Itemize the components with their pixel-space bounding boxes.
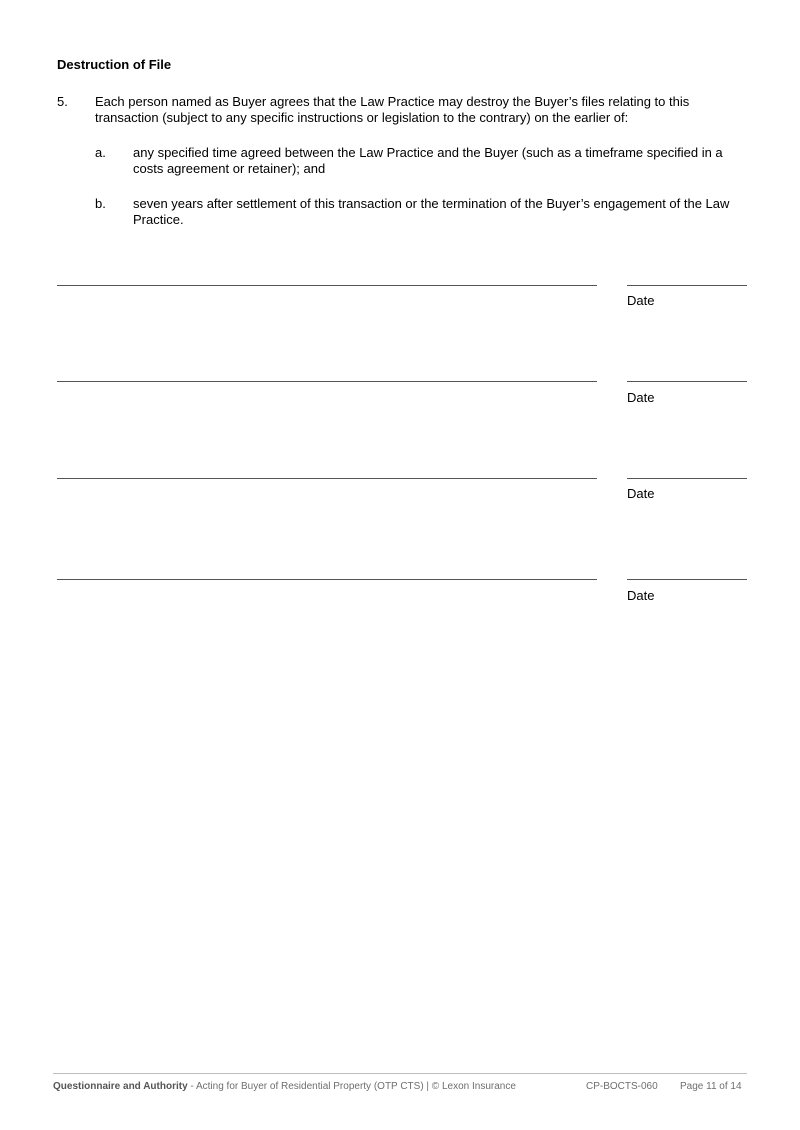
signature-line[interactable]	[57, 285, 597, 286]
signature-line[interactable]	[57, 579, 597, 580]
date-line[interactable]	[627, 579, 747, 580]
footer-divider	[53, 1073, 747, 1074]
clause-item-text-a: any specified time agreed between the Law Practice and the Buyer (such as a timeframe specified in a costs agreement or retainer); and	[133, 145, 723, 176]
footer-title	[53, 1080, 516, 1093]
signature-line[interactable]	[57, 478, 597, 479]
footer-title-rest: - Acting for Buyer of Residential Property (OTP CTS) | © Lexon Insurance	[187, 1081, 516, 1092]
clause-number: 5.	[57, 94, 68, 109]
date-line[interactable]	[627, 381, 747, 382]
clause-item-text-b: seven years after settlement of this transaction or the termination of the Buyer’s engagement of the Law Practice.	[133, 196, 730, 227]
date-line[interactable]	[627, 478, 747, 479]
footer-title-bold: Questionnaire and Authority	[53, 1081, 188, 1092]
section-heading: Destruction of File	[57, 57, 172, 72]
footer-doc-code: CP-BOCTS-060	[586, 1081, 658, 1092]
clause-item-marker-b: b.	[95, 196, 106, 211]
clause-item-marker-a: a.	[95, 145, 106, 160]
date-label: Date	[627, 588, 655, 603]
footer-page-number: Page 11 of 14	[680, 1081, 742, 1092]
date-label: Date	[627, 293, 655, 308]
date-line[interactable]	[627, 285, 747, 286]
signature-line[interactable]	[57, 381, 597, 382]
date-label: Date	[627, 390, 655, 405]
date-label: Date	[627, 486, 655, 501]
clause-text: Each person named as Buyer agrees that the Law Practice may destroy the Buyer’s files relating to this transaction (subject to any specific instructions or legislation to the contrary) on the earlier of:	[95, 94, 690, 125]
